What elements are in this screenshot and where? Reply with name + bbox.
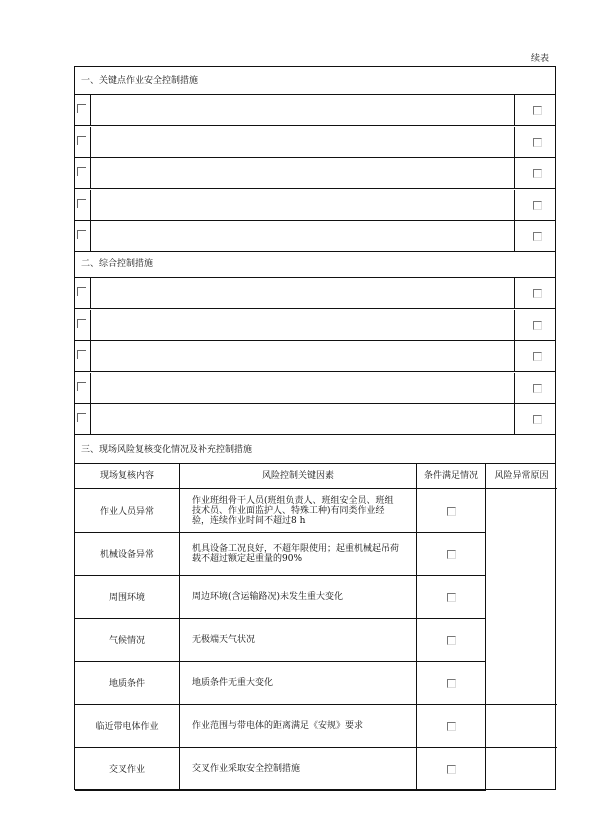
review-factor-text: 交叉作业采取安全控制措施	[192, 763, 301, 774]
review-item-label: 作业人员异常	[99, 507, 154, 517]
continued-label: 续表	[531, 54, 550, 64]
measure-text-field[interactable]	[92, 341, 510, 371]
review-item-label: 机械设备异常	[99, 550, 154, 560]
condition-met-checkbox[interactable]	[447, 550, 456, 559]
key-measure-row	[75, 190, 555, 221]
general-measure-row	[75, 341, 555, 372]
safety-control-form	[74, 66, 556, 790]
condition-met-checkbox[interactable]	[447, 679, 456, 688]
condition-met-checkbox[interactable]	[447, 636, 456, 645]
measure-checkbox[interactable]	[533, 289, 542, 298]
measure-text-field[interactable]	[92, 190, 510, 220]
row-marker-checkbox[interactable]	[77, 319, 86, 328]
key-measure-row	[75, 127, 555, 158]
measure-text-field[interactable]	[92, 158, 510, 188]
row-marker-checkbox[interactable]	[77, 199, 86, 208]
measure-text-field[interactable]	[92, 221, 510, 251]
general-measure-row	[75, 373, 555, 404]
key-measure-row	[75, 221, 555, 252]
measure-checkbox[interactable]	[533, 232, 542, 241]
row-marker-checkbox[interactable]	[77, 167, 86, 176]
measure-checkbox[interactable]	[533, 352, 542, 361]
review-item-label: 临近带电体作业	[95, 722, 159, 732]
section1-title: 一、关键点作业安全控制措施	[75, 67, 555, 95]
review-item-label: 交叉作业	[108, 765, 145, 775]
measure-text-field[interactable]	[92, 404, 510, 434]
measure-checkbox[interactable]	[533, 138, 542, 147]
key-measure-row	[75, 158, 555, 189]
measure-checkbox[interactable]	[533, 415, 542, 424]
general-measure-row	[75, 310, 555, 341]
section2-title: 二、综合控制措施	[75, 250, 555, 278]
review-factor-text: 周边环境(含运输路况)未发生重大变化	[192, 591, 344, 602]
header-anomaly-reason: 风险异常原因	[486, 464, 557, 489]
anomaly-reason-cell[interactable]	[486, 489, 557, 704]
review-factor-text: 地质条件无重大变化	[192, 677, 274, 688]
review-item-label: 周围环境	[108, 593, 145, 603]
row-marker-checkbox[interactable]	[77, 230, 86, 239]
measure-checkbox[interactable]	[533, 169, 542, 178]
header-review-content: 现场复核内容	[75, 464, 179, 489]
measure-text-field[interactable]	[92, 127, 510, 157]
section3-title: 三、现场风险复核变化情况及补充控制措施	[75, 436, 555, 464]
measure-text-field[interactable]	[92, 373, 510, 403]
row-marker-checkbox[interactable]	[77, 413, 86, 422]
row-marker-checkbox[interactable]	[77, 382, 86, 391]
row-marker-checkbox[interactable]	[77, 287, 86, 296]
row-marker-checkbox[interactable]	[77, 136, 86, 145]
general-measure-row	[75, 404, 555, 435]
measure-text-field[interactable]	[92, 310, 510, 340]
measure-checkbox[interactable]	[533, 321, 542, 330]
row-marker-checkbox[interactable]	[77, 350, 86, 359]
row-marker-checkbox[interactable]	[77, 104, 86, 113]
review-factor-text: 机具设备工况良好，不超年限使用；起重机械起吊荷载不超过额定起重量的90%	[192, 543, 400, 564]
review-item-label: 气候情况	[108, 636, 145, 646]
review-factor-text: 作业范围与带电体的距离满足《安规》要求	[192, 720, 364, 731]
condition-met-checkbox[interactable]	[447, 593, 456, 602]
condition-met-checkbox[interactable]	[447, 507, 456, 516]
measure-checkbox[interactable]	[533, 201, 542, 210]
measure-text-field[interactable]	[92, 95, 510, 125]
review-factor-text: 无极端天气状况	[192, 634, 256, 645]
measure-checkbox[interactable]	[533, 384, 542, 393]
condition-met-checkbox[interactable]	[447, 722, 456, 731]
general-measure-row	[75, 278, 555, 309]
review-item-label: 地质条件	[108, 679, 145, 689]
measure-text-field[interactable]	[92, 278, 510, 308]
review-factor-text: 作业班组骨干人员(班组负责人、班组安全员、班组技术员、作业面监护人、特殊工种)有同类作业经验，连续作业时间不超过8 h	[192, 495, 394, 526]
measure-checkbox[interactable]	[533, 106, 542, 115]
header-key-factor: 风险控制关键因素	[180, 464, 416, 489]
condition-met-checkbox[interactable]	[447, 765, 456, 774]
key-measure-row	[75, 95, 555, 126]
header-condition-met: 条件满足情况	[417, 464, 485, 489]
